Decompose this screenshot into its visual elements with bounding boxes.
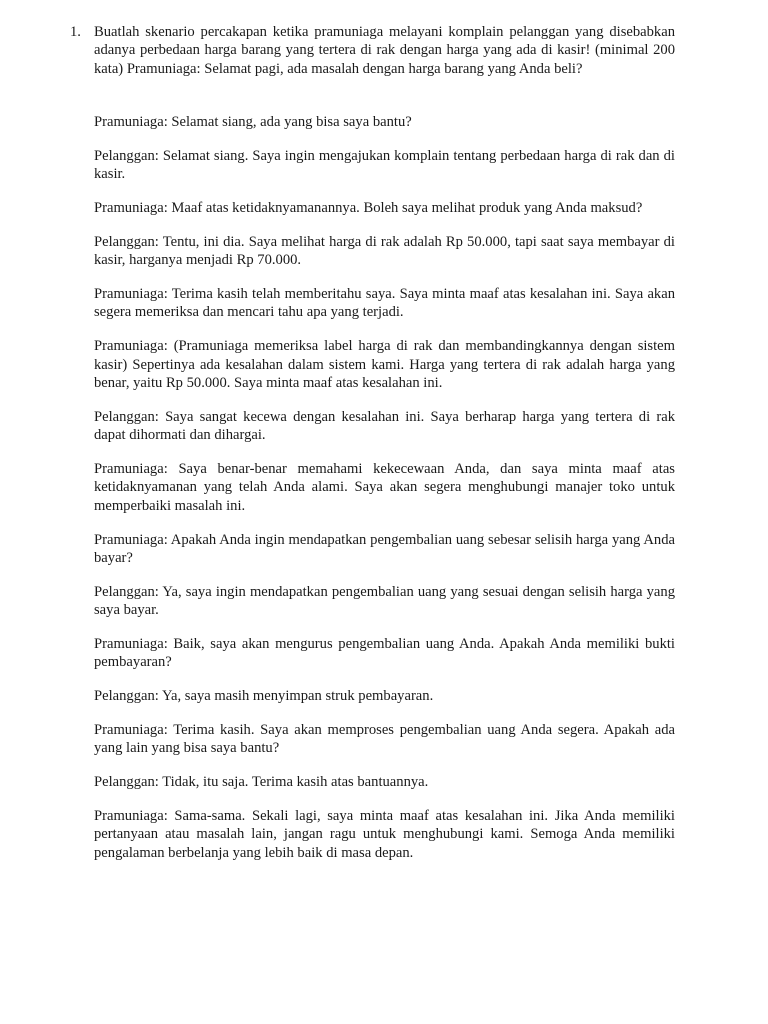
dialogue-line: Pelanggan: Ya, saya ingin mendapatkan pengembalian uang yang sesuai dengan selisih harga yang saya bayar. [94,583,675,618]
dialogue-line: Pramuniaga: Selamat siang, ada yang bisa saya bantu? [94,114,412,130]
dialogue-line: Pramuniaga: Maaf atas ketidaknyamanannya. Boleh saya melihat produk yang Anda maksud? [94,200,643,217]
dialogue-line: Pelanggan: Selamat siang. Saya ingin mengajukan komplain tentang perbedaan harga di rak dan di kasir. [94,147,675,183]
dialogue-line: Pramuniaga: (Pramuniaga memeriksa label harga di rak dan membandingkannya dengan sistem kasir) Sepertinya ada kesalahan dalam sistem kami. Harga yang tertera di rak adalah harga yang benar, yaitu Rp 50.000. Saya minta maaf atas kesalahan ini. [94,338,675,391]
dialogue-line: Pramuniaga: Baik, saya akan mengurus pengembalian uang Anda. Apakah Anda memiliki bukti pembayaran? [94,635,675,671]
dialogue-line: Pramuniaga: Saya benar-benar memahami kekecewaan Anda, dan saya minta maaf atas ketidaknyamanan yang telah Anda alami. Saya akan segera menghubungi manajer toko untuk memperbaiki masalah ini. [94,461,675,514]
dialogue-line: Pramuniaga: Terima kasih telah memberitahu saya. Saya minta maaf atas kesalahan ini. Saya akan segera memeriksa dan mencari tahu apa yang terjadi. [94,286,675,321]
question-text: Buatlah skenario percakapan ketika pramuniaga melayani komplain pelanggan yang disebabkan adanya perbedaan harga barang yang tertera di rak dengan harga yang ada di kasir! (minimal 200 kata) Pramuniaga: Selamat pagi, ada masalah dengan harga barang yang Anda beli? [94,24,675,77]
dialogue-line: Pelanggan: Ya, saya masih menyimpan struk pembayaran. [94,688,434,705]
question-number: 1. [70,24,81,40]
dialogue-line: Pramuniaga: Sama-sama. Sekali lagi, saya minta maaf atas kesalahan ini. Jika Anda memiliki pertanyaan atau masalah lain, jangan ragu untuk menghubungi kami. Semoga Anda memiliki pengalaman berbelanja yang lebih baik di masa depan. [94,808,675,861]
question-item [70,23,675,78]
dialogue-line: Pelanggan: Tentu, ini dia. Saya melihat harga di rak adalah Rp 50.000, tapi saat saya membayar di kasir, harganya menjadi Rp 70.000. [94,233,675,269]
dialogue-line: Pramuniaga: Apakah Anda ingin mendapatkan pengembalian uang sebesar selisih harga yang Anda bayar? [94,531,675,566]
dialogue-line: Pelanggan: Tidak, itu saja. Terima kasih atas bantuannya. [94,774,429,791]
dialogue-line: Pramuniaga: Terima kasih. Saya akan memproses pengembalian uang Anda segera. Apakah ada yang lain yang bisa saya bantu? [94,721,675,757]
dialogue-line: Pelanggan: Saya sangat kecewa dengan kesalahan ini. Saya berharap harga yang tertera di rak dapat dihormati dan dihargai. [94,408,675,444]
dialogue-block [94,113,675,878]
